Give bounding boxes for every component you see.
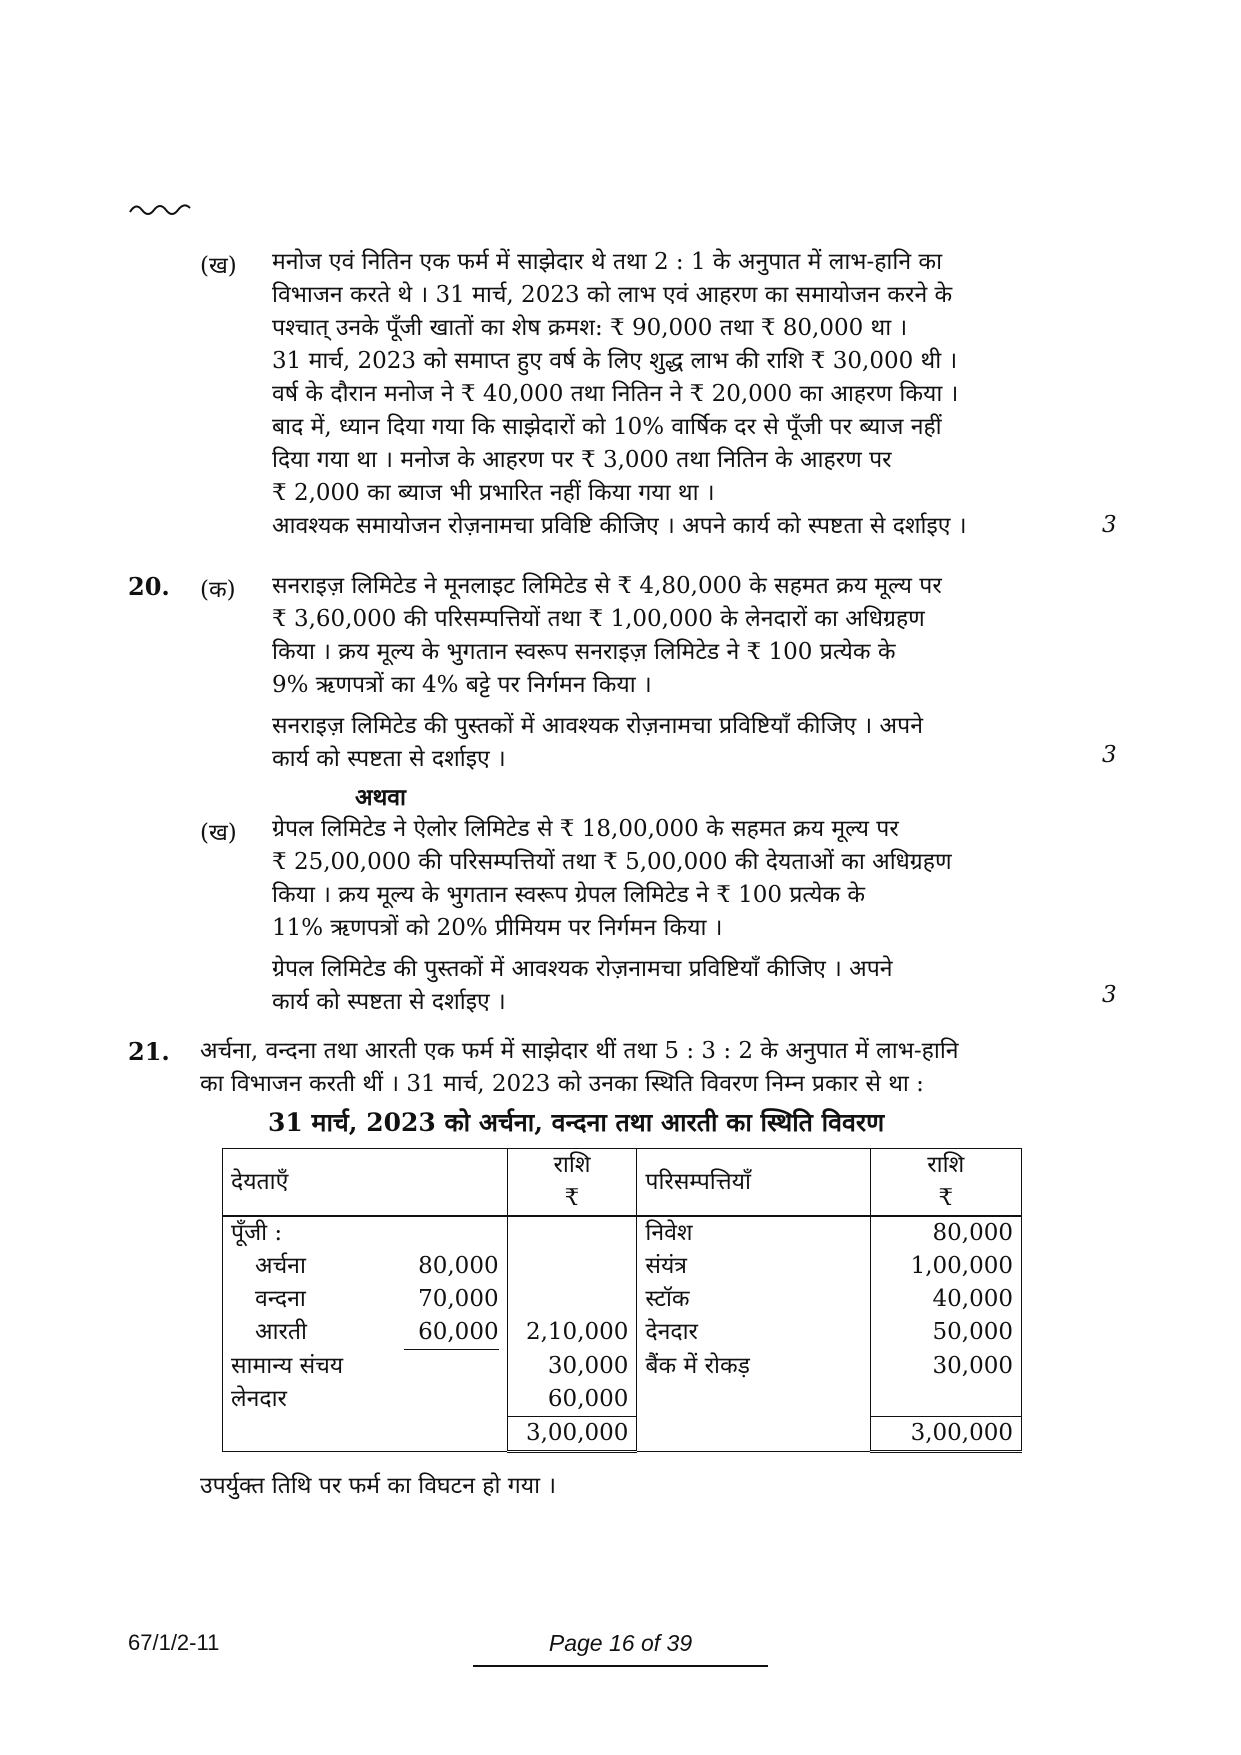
asset-name: निवेश xyxy=(637,1216,870,1250)
liability-amount: 60,000 xyxy=(507,1383,637,1417)
q19b-instruction: आवश्यक समायोजन रोज़नामचा प्रविष्टि कीजिए । अपने कार्य को स्पष्टता से दर्शाइए । xyxy=(272,513,967,539)
q21-body xyxy=(200,1035,1052,1101)
asset-amount: 40,000 xyxy=(870,1283,1021,1316)
table-row xyxy=(223,1350,1022,1383)
q20a-instruction: सनराइज़ लिमिटेड की पुस्तकों में आवश्यक रोज़नामचा प्रविष्टियाँ कीजिए । अपने xyxy=(272,713,923,739)
partner-capital: 80,000 xyxy=(418,1253,499,1279)
q20b-line: ग्रेपल लिमिटेड ने ऐलोर लिमिटेड से ₹ 18,00,000 के सहमत क्रय मूल्य पर xyxy=(272,816,899,842)
q20b-line: किया । क्रय मूल्य के भुगतान स्वरूप ग्रेपल लिमिटेड ने ₹ 100 प्रत्येक के xyxy=(272,882,866,908)
liability-name: लेनदार xyxy=(223,1383,508,1417)
q20b-label: (ख) xyxy=(200,820,237,846)
asset-name: संयंत्र xyxy=(637,1250,870,1283)
liability-amount: 30,000 xyxy=(507,1350,637,1383)
head-rupee: ₹ xyxy=(564,1185,580,1211)
balance-sheet-table xyxy=(222,1148,1022,1453)
partner-name: अर्चना xyxy=(223,1250,397,1283)
total-row xyxy=(223,1417,1022,1452)
q20b-instruction: कार्य को स्पष्टता से दर्शाइए । xyxy=(272,989,506,1015)
table-row xyxy=(223,1283,1022,1316)
head-liabilities: देयताएँ xyxy=(223,1149,508,1217)
q20a-body xyxy=(272,570,1052,776)
partner-capital: 70,000 xyxy=(418,1286,499,1312)
q19b-line: वर्ष के दौरान मनोज ने ₹ 40,000 तथा नितिन ने ₹ 20,000 का आहरण किया । xyxy=(272,381,959,407)
head-amount-right xyxy=(870,1149,1021,1217)
partner-name: वन्दना xyxy=(223,1283,397,1316)
q20-number: 20. xyxy=(128,572,170,601)
q19b-marks: 3 xyxy=(1102,512,1117,538)
paper-code: 67/1/2-11 xyxy=(128,1630,220,1655)
table-row xyxy=(223,1250,1022,1283)
head-assets: परिसम्पत्तियाँ xyxy=(637,1149,870,1217)
q19b-label: (ख) xyxy=(200,253,237,279)
q20a-line: ₹ 3,60,000 की परिसम्पत्तियों तथा ₹ 1,00,000 के लेनदारों का अधिग्रहण xyxy=(272,606,925,632)
q21-line: का विभाजन करती थीं । 31 मार्च, 2023 को उनका स्थिति विवरण निम्न प्रकार से था : xyxy=(200,1071,924,1097)
page-number: Page 16 of 39 xyxy=(548,1630,693,1656)
total-assets: 3,00,000 xyxy=(870,1417,1021,1452)
asset-amount: 30,000 xyxy=(870,1350,1021,1383)
head-amount-left xyxy=(507,1149,637,1217)
q19b-line: ₹ 2,000 का ब्याज भी प्रभारित नहीं किया गया था । xyxy=(272,480,715,506)
or-separator: अथवा xyxy=(355,784,407,811)
table-title: 31 मार्च, 2023 को अर्चना, वन्दना तथा आरती का स्थिति विवरण xyxy=(268,1108,885,1137)
asset-amount: 80,000 xyxy=(870,1216,1021,1250)
q19b-line: 31 मार्च, 2023 को समाप्त हुए वर्ष के लिए शुद्ध लाभ की राशि ₹ 30,000 थी । xyxy=(272,348,958,374)
q20b-instruction: ग्रेपल लिमिटेड की पुस्तकों में आवश्यक रोज़नामचा प्रविष्टियाँ कीजिए । अपने xyxy=(272,956,893,982)
q19b-line: बाद में, ध्यान दिया गया कि साझेदारों को 10% वार्षिक दर से पूँजी पर ब्याज नहीं xyxy=(272,414,942,440)
capital-label: पूँजी : xyxy=(223,1216,508,1250)
q20a-instruction: कार्य को स्पष्टता से दर्शाइए । xyxy=(272,746,506,772)
q21-number: 21. xyxy=(128,1037,170,1066)
q21-line: अर्चना, वन्दना तथा आरती एक फर्म में साझेदार थीं तथा 5 : 3 : 2 के अनुपात में लाभ-हानि xyxy=(200,1038,959,1064)
q21-closing: उपर्युक्त तिथि पर फर्म का विघटन हो गया । xyxy=(200,1473,557,1499)
q20a-line: 9% ऋणपत्रों का 4% बट्टे पर निर्गमन किया । xyxy=(272,672,652,698)
q19b-body xyxy=(272,246,1052,543)
q20b-line: 11% ऋणपत्रों को 20% प्रीमियम पर निर्गमन किया । xyxy=(272,915,723,941)
q20b-body xyxy=(272,813,1052,1019)
partner-name: आरती xyxy=(223,1316,397,1350)
head-amount-label: राशि xyxy=(553,1152,591,1178)
table-row xyxy=(223,1316,1022,1350)
q20b-line: ₹ 25,00,000 की परिसम्पत्तियों तथा ₹ 5,00,000 की देयताओं का अधिग्रहण xyxy=(272,849,952,875)
head-amount-label: राशि xyxy=(927,1152,965,1178)
asset-name: देनदार xyxy=(637,1316,870,1350)
q20a-marks: 3 xyxy=(1102,742,1117,768)
liability-name: सामान्य संचय xyxy=(223,1350,508,1383)
table-row xyxy=(223,1383,1022,1417)
capital-total: 2,10,000 xyxy=(507,1316,637,1350)
asset-amount: 50,000 xyxy=(870,1316,1021,1350)
q20a-line: किया । क्रय मूल्य के भुगतान स्वरूप सनराइज़ लिमिटेड ने ₹ 100 प्रत्येक के xyxy=(272,639,896,665)
q20a-label: (क) xyxy=(200,577,236,603)
q19b-line: पश्चात् उनके पूँजी खातों का शेष क्रमश: ₹ 90,000 तथा ₹ 80,000 था । xyxy=(272,315,908,341)
partner-capital: 60,000 xyxy=(404,1316,498,1350)
q20a-line: सनराइज़ लिमिटेड ने मूनलाइट लिमिटेड से ₹ 4,80,000 के सहमत क्रय मूल्य पर xyxy=(272,573,942,599)
wave-mark xyxy=(128,200,192,218)
head-rupee: ₹ xyxy=(938,1185,954,1211)
q19b-line: दिया गया था । मनोज के आहरण पर ₹ 3,000 तथा नितिन के आहरण पर xyxy=(272,447,892,473)
footer-rule xyxy=(473,1665,768,1667)
total-liabilities: 3,00,000 xyxy=(507,1417,637,1452)
table-row xyxy=(223,1216,1022,1250)
q20b-marks: 3 xyxy=(1102,982,1117,1008)
asset-name: बैंक में रोकड़ xyxy=(637,1350,870,1383)
q19b-line: मनोज एवं नितिन एक फर्म में साझेदार थे तथा 2 : 1 के अनुपात में लाभ-हानि का xyxy=(272,249,943,275)
asset-name: स्टॉक xyxy=(637,1283,870,1316)
asset-amount: 1,00,000 xyxy=(870,1250,1021,1283)
q19b-line: विभाजन करते थे । 31 मार्च, 2023 को लाभ एवं आहरण का समायोजन करने के xyxy=(272,282,953,308)
